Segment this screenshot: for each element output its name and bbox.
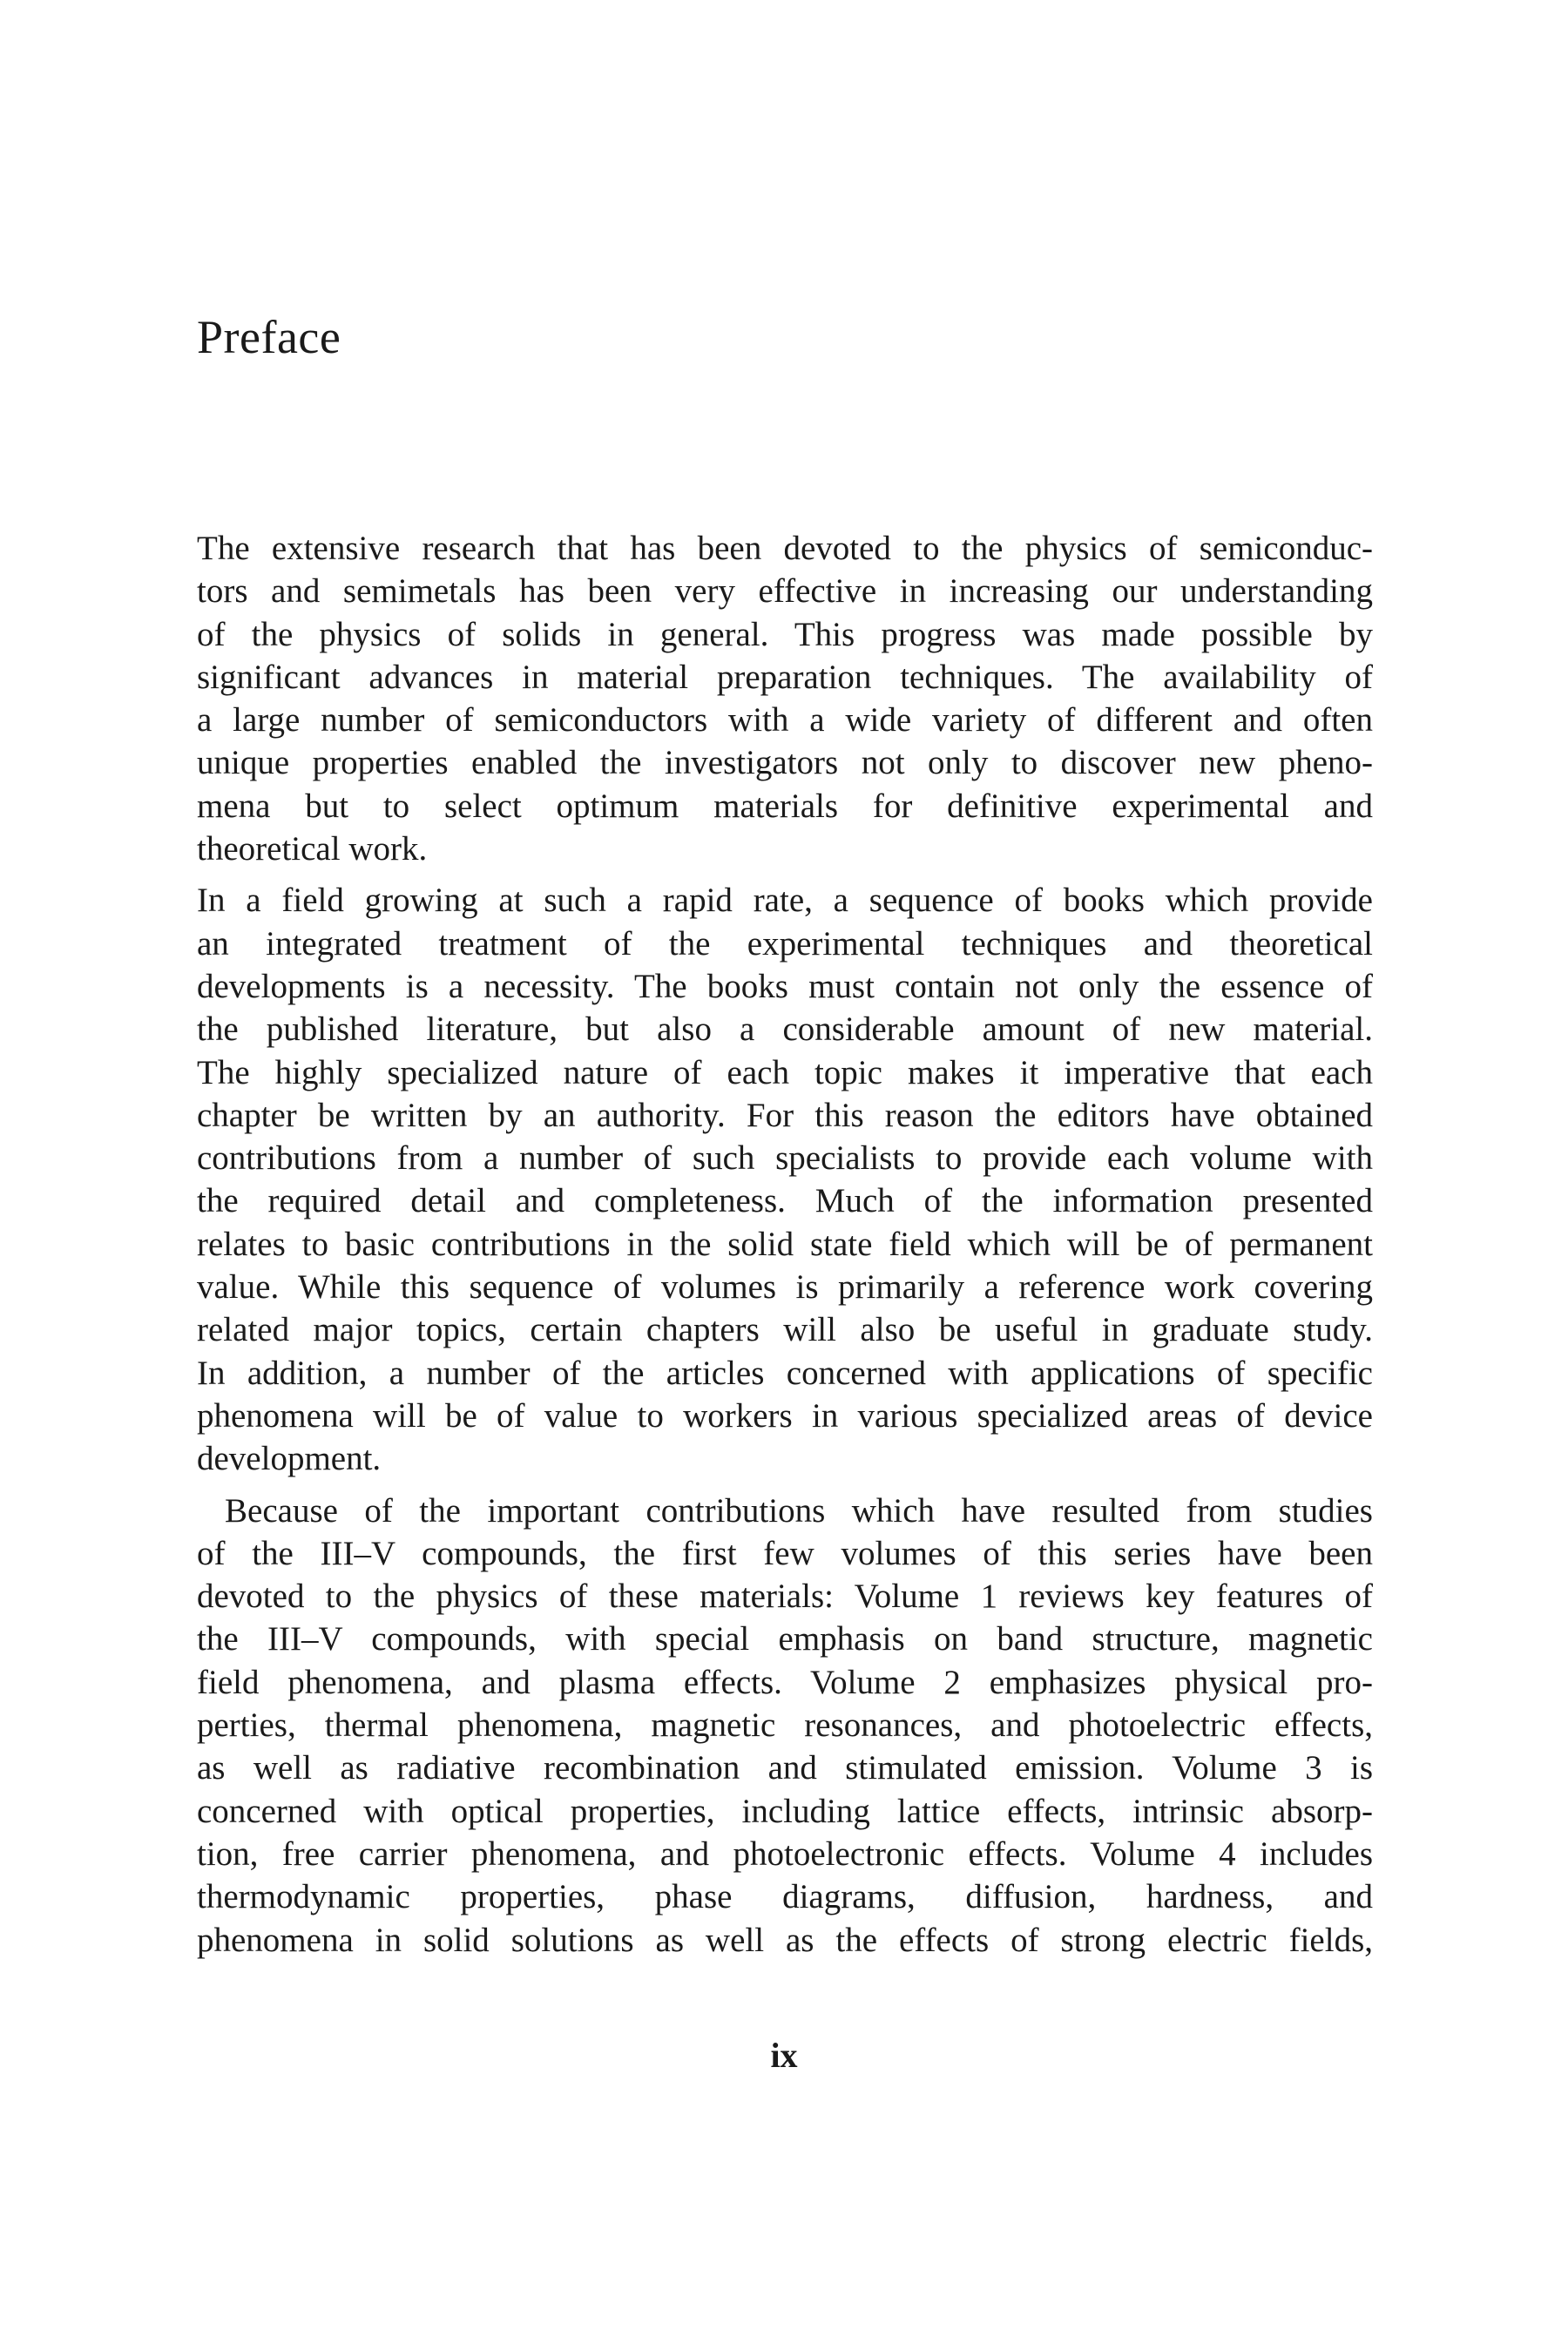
text-line: unique properties enabled the investigators not only to discover new pheno- [197, 744, 1373, 782]
text-line: contributions from a number of such specialists to provide each volume with [197, 1139, 1373, 1178]
paragraph-3 [197, 1490, 1373, 1962]
text-line: relates to basic contributions in the solid state field which will be of permanent [197, 1225, 1373, 1263]
text-line: chapter be written by an authority. For this reason the editors have obtained [197, 1096, 1373, 1134]
text-line: devoted to the physics of these materials: Volume 1 reviews key features of [197, 1577, 1373, 1616]
text-line: perties, thermal phenomena, magnetic resonances, and photoelectric effects, [197, 1706, 1373, 1745]
text-line: phenomena will be of value to workers in various specialized areas of device [197, 1396, 1373, 1435]
text-line: concerned with optical properties, including lattice effects, intrinsic absorp- [197, 1792, 1373, 1830]
text-line: significant advances in material preparation techniques. The availability of [197, 658, 1373, 696]
text-line: tors and semimetals has been very effective in increasing our understanding [197, 572, 1373, 611]
text-line: a large number of semiconductors with a wide variety of different and often [197, 701, 1373, 740]
text-line: of the physics of solids in general. This progress was made possible by [197, 615, 1373, 653]
paragraph-1 [197, 527, 1373, 870]
text-line: development. [197, 1440, 382, 1478]
text-line: phenomena in solid solutions as well as the effects of strong electric fields, [197, 1921, 1373, 1959]
text-line: thermodynamic properties, phase diagrams, diffusion, hardness, and [197, 1878, 1373, 1916]
text-line: mena but to select optimum materials for definitive experimental and [197, 787, 1373, 825]
text-line: value. While this sequence of volumes is primarily a reference work covering [197, 1268, 1373, 1307]
paragraph-gap [197, 870, 1373, 879]
paragraph-gap [197, 1481, 1373, 1490]
text-line: developments is a necessity. The books must contain not only the essence of [197, 967, 1373, 1005]
text-line: an integrated treatment of the experimental techniques and theoretical [197, 924, 1373, 963]
text-line: the published literature, but also a considerable amount of new material. [197, 1010, 1373, 1049]
text-line: tion, free carrier phenomena, and photoelectronic effects. Volume 4 includes [197, 1834, 1373, 1873]
text-line: related major topics, certain chapters will also be useful in graduate study. [197, 1311, 1373, 1349]
text-line: the III–V compounds, with special emphasis on band structure, magnetic [197, 1620, 1373, 1659]
text-line: The extensive research that has been devoted to the physics of semiconduc- [197, 530, 1373, 567]
text-line: In a field growing at such a rapid rate, a sequence of books which provide [197, 882, 1373, 920]
text-line: the required detail and completeness. Much of the information presented [197, 1182, 1373, 1220]
text-line: as well as radiative recombination and stimulated emission. Volume 3 is [197, 1749, 1373, 1787]
text-line: The highly specialized nature of each topic makes it imperative that each [197, 1053, 1373, 1091]
text-line: field phenomena, and plasma effects. Volume 2 emphasizes physical pro- [197, 1663, 1373, 1701]
text-line: In addition, a number of the articles concerned with applications of specific [197, 1354, 1373, 1392]
text-line: Because of the important contributions which have resulted from studies [225, 1491, 1373, 1530]
preface-body [197, 527, 1373, 1962]
page-number: ix [770, 2036, 798, 2075]
page-title: Preface [197, 311, 341, 363]
text-line: of the III–V compounds, the first few volumes of this series have been [197, 1534, 1373, 1572]
paragraph-2 [197, 879, 1373, 1480]
text-line: theoretical work. [197, 830, 428, 868]
